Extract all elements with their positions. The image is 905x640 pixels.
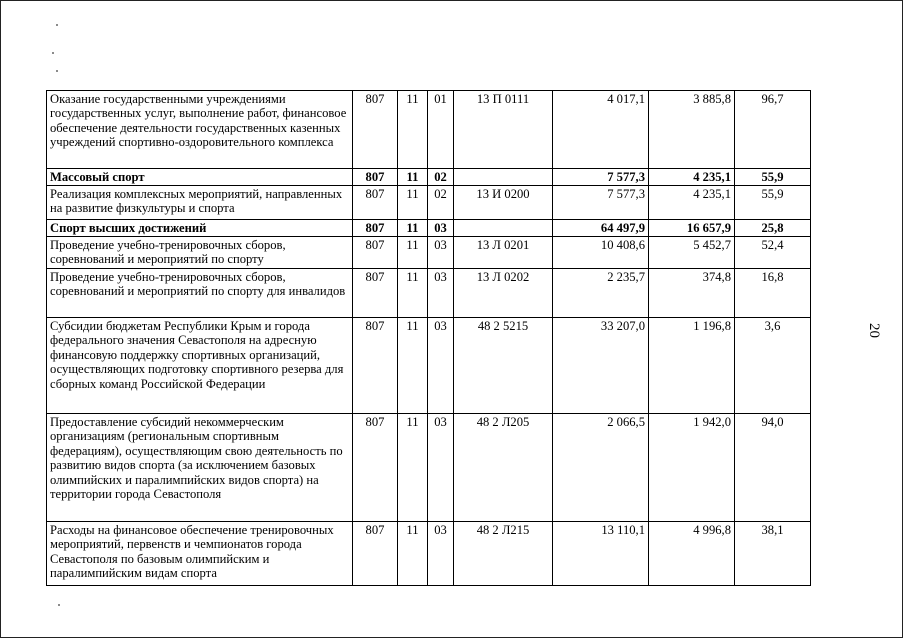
actual-amount: 1 196,8 [649,318,735,414]
planned-amount: 10 408,6 [553,237,649,269]
table-body [47,91,811,586]
section-code: 11 [398,522,428,586]
planned-amount: 33 207,0 [553,318,649,414]
actual-amount: 3 885,8 [649,91,735,169]
subsection-code: 02 [428,186,454,220]
ministry-code: 807 [353,414,398,522]
row-name: Массовый спорт [47,169,353,186]
target-article: 13 П 0111 [454,91,553,169]
subsection-code: 03 [428,414,454,522]
subsection-code: 03 [428,269,454,318]
section-code: 11 [398,91,428,169]
planned-amount: 13 110,1 [553,522,649,586]
table-row [47,269,811,318]
ministry-code: 807 [353,269,398,318]
scan-speck [52,52,54,54]
ministry-code: 807 [353,186,398,220]
target-article: 48 2 5215 [454,318,553,414]
budget-table [46,90,811,586]
subsection-code: 03 [428,237,454,269]
ministry-code: 807 [353,237,398,269]
target-article [454,169,553,186]
actual-amount: 5 452,7 [649,237,735,269]
ministry-code: 807 [353,169,398,186]
table-row [47,169,811,186]
ministry-code: 807 [353,318,398,414]
row-name: Субсидии бюджетам Республики Крым и города федерального значения Севастополя на адресную финансовую поддержку спортивных организаций, осуществляющих подготовку спортивного резерва для сборных команд Российской Федерации [47,318,353,414]
row-name: Реализация комплексных мероприятий, направленных на развитие физкультуры и спорта [47,186,353,220]
actual-amount: 1 942,0 [649,414,735,522]
row-name: Спорт высших достижений [47,220,353,237]
scan-speck [58,604,60,606]
table-row [47,220,811,237]
table-row [47,237,811,269]
subsection-code: 01 [428,91,454,169]
row-name: Проведение учебно-тренировочных сборов, соревнований и мероприятий по спорту для инвалидов [47,269,353,318]
target-article: 48 2 Л215 [454,522,553,586]
section-code: 11 [398,169,428,186]
target-article: 13 Л 0202 [454,269,553,318]
scan-speck [56,70,58,72]
row-name: Расходы на финансовое обеспечение тренировочных мероприятий, первенств и чемпионатов города Севастополя по базовым олимпийским и паралимпийским видам спорта [47,522,353,586]
section-code: 11 [398,318,428,414]
section-code: 11 [398,269,428,318]
actual-amount: 4 996,8 [649,522,735,586]
ministry-code: 807 [353,220,398,237]
execution-percent: 96,7 [735,91,811,169]
row-name: Предоставление субсидий некоммерческим организациям (региональным спортивным федерациям), осуществляющим свою деятельность по развитию видов спорта (за исключением базовых олимпийских и паралимпийских видов спорта) на территории города Севастополя [47,414,353,522]
section-code: 11 [398,237,428,269]
execution-percent: 55,9 [735,169,811,186]
section-code: 11 [398,220,428,237]
subsection-code: 03 [428,522,454,586]
table-row [47,522,811,586]
planned-amount: 7 577,3 [553,186,649,220]
target-article: 48 2 Л205 [454,414,553,522]
planned-amount: 4 017,1 [553,91,649,169]
table-row [47,318,811,414]
target-article [454,220,553,237]
section-code: 11 [398,186,428,220]
execution-percent: 38,1 [735,522,811,586]
actual-amount: 4 235,1 [649,186,735,220]
target-article: 13 Л 0201 [454,237,553,269]
row-name: Проведение учебно-тренировочных сборов, соревнований и мероприятий по спорту [47,237,353,269]
table-row [47,414,811,522]
row-name: Оказание государственными учреждениями государственных услуг, выполнение работ, финансовое обеспечение деятельности государственных казенных учреждений спортивно-оздоровительного комплекса [47,91,353,169]
ministry-code: 807 [353,91,398,169]
table-row [47,186,811,220]
execution-percent: 16,8 [735,269,811,318]
actual-amount: 16 657,9 [649,220,735,237]
planned-amount: 2 066,5 [553,414,649,522]
execution-percent: 55,9 [735,186,811,220]
execution-percent: 3,6 [735,318,811,414]
execution-percent: 52,4 [735,237,811,269]
subsection-code: 02 [428,169,454,186]
planned-amount: 2 235,7 [553,269,649,318]
subsection-code: 03 [428,220,454,237]
planned-amount: 64 497,9 [553,220,649,237]
scan-speck [56,24,58,26]
table-row [47,91,811,169]
planned-amount: 7 577,3 [553,169,649,186]
subsection-code: 03 [428,318,454,414]
ministry-code: 807 [353,522,398,586]
target-article: 13 И 0200 [454,186,553,220]
page-number: 20 [866,323,882,338]
actual-amount: 374,8 [649,269,735,318]
execution-percent: 94,0 [735,414,811,522]
execution-percent: 25,8 [735,220,811,237]
actual-amount: 4 235,1 [649,169,735,186]
section-code: 11 [398,414,428,522]
